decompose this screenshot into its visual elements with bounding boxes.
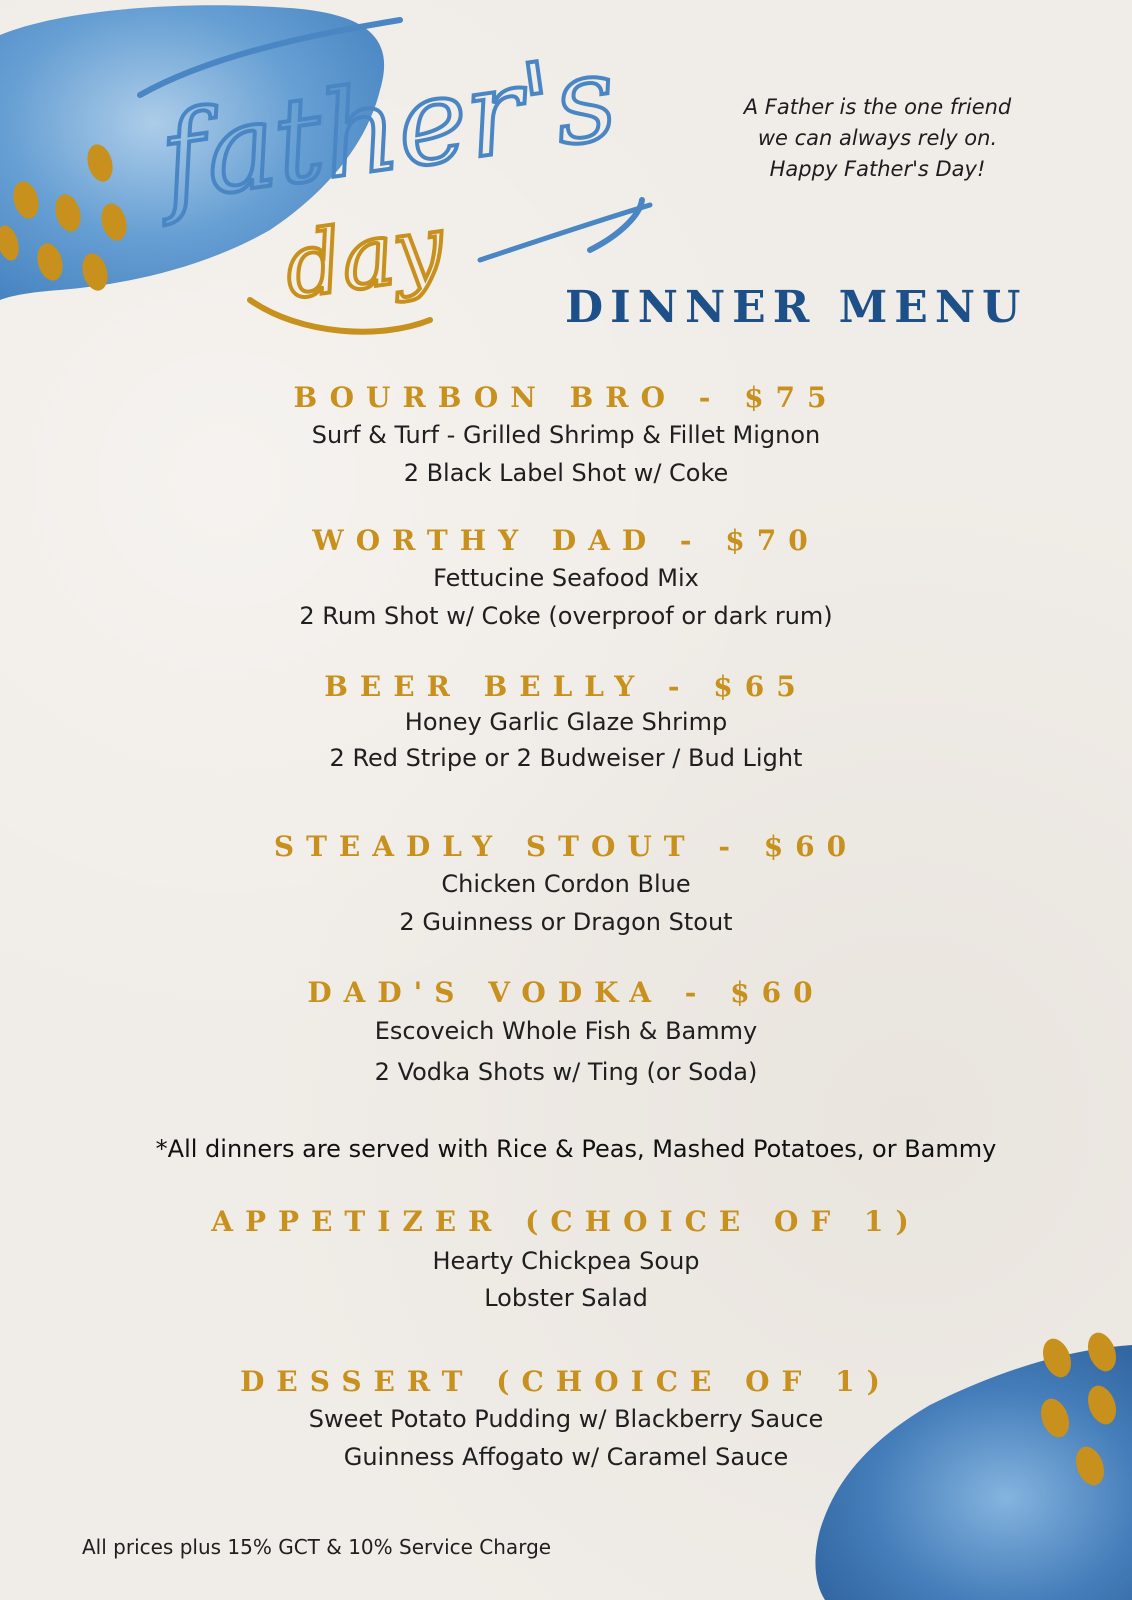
- menu-item-line: 2 Red Stripe or 2 Budweiser / Bud Light: [329, 744, 803, 772]
- menu-item-line: Fettucine Seafood Mix: [433, 564, 699, 592]
- script-title-fathers: father's: [152, 27, 625, 228]
- menu-item-line: Escoveich Whole Fish & Bammy: [374, 1017, 758, 1045]
- menu-item-line: 2 Guinness or Dragon Stout: [399, 908, 733, 936]
- quote-line: A Father is the one friend: [743, 95, 1012, 119]
- menu-section-dessert: [0, 1364, 1132, 1476]
- section-heading: WORTHY DAD - $70: [312, 524, 820, 557]
- menu-title: DINNER MENU: [565, 282, 1028, 333]
- section-heading: BEER BELLY - $65: [324, 670, 808, 703]
- menu-section-appetizer: [0, 1204, 1132, 1314]
- menu-section-bourbon-bro: [0, 380, 1132, 492]
- menu-item-line: Guinness Affogato w/ Caramel Sauce: [343, 1443, 789, 1471]
- sides-note: *All dinners are served with Rice & Peas, Mashed Potatoes, or Bammy: [155, 1135, 997, 1163]
- menu-item-line: 2 Black Label Shot w/ Coke: [403, 459, 729, 487]
- menu-section-worthy-dad: [0, 523, 1132, 635]
- menu-section-steadly-stout: [0, 829, 1132, 941]
- section-heading: DESSERT (CHOICE OF 1): [240, 1365, 892, 1398]
- fathers-day-quote: [700, 92, 1055, 185]
- pricing-footer: All prices plus 15% GCT & 10% Service Charge: [82, 1535, 552, 1559]
- section-heading: BOURBON BRO - $75: [293, 381, 839, 414]
- section-heading: STEADLY STOUT - $60: [273, 830, 859, 863]
- menu-item-line: 2 Vodka Shots w/ Ting (or Soda): [374, 1058, 758, 1086]
- menu-item-line: Surf & Turf - Grilled Shrimp & Fillet Mignon: [311, 421, 821, 449]
- menu-item-line: Sweet Potato Pudding w/ Blackberry Sauce: [308, 1405, 824, 1433]
- section-heading: APPETIZER (CHOICE OF 1): [211, 1205, 921, 1238]
- menu-item-line: 2 Rum Shot w/ Coke (overproof or dark rum): [299, 602, 833, 630]
- quote-line: we can always rely on.: [757, 126, 998, 150]
- menu-item-line: Chicken Cordon Blue: [441, 870, 691, 898]
- menu-section-dads-vodka: [0, 975, 1132, 1093]
- quote-line: Happy Father's Day!: [769, 157, 986, 181]
- menu-section-beer-belly: [0, 669, 1132, 777]
- menu-item-line: Hearty Chickpea Soup: [432, 1247, 700, 1275]
- section-heading: DAD'S VODKA - $60: [307, 976, 825, 1009]
- menu-item-line: Lobster Salad: [484, 1284, 648, 1312]
- script-title-day: day: [278, 194, 450, 319]
- menu-item-line: Honey Garlic Glaze Shrimp: [404, 708, 728, 736]
